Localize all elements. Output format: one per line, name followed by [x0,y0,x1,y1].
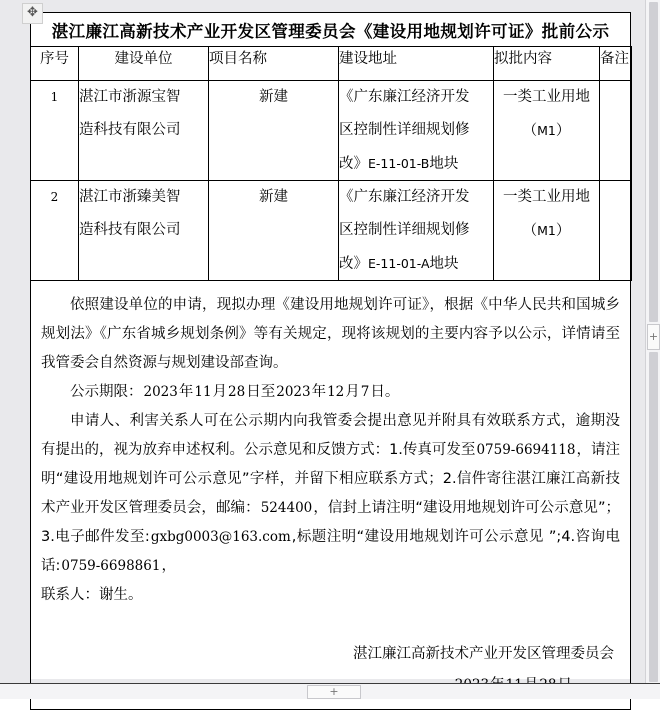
vertical-scrollbar-thumb[interactable]: + [647,324,660,350]
cell-construction-unit: 湛江市浙源宝智 造科技有限公司 [79,81,209,181]
land-use-code: M1 [537,223,556,238]
cell-construction-address: 《广东廉江经济开发 区控制性详细规划修 改》E-11-01-A地块 [339,181,494,281]
cell-remark [600,81,632,181]
address-plot-code-line: 改》E-11-01-B地块 [339,156,459,172]
plot-code: E-11-01-B [368,156,430,171]
issuing-authority-signature: 湛江廉江高新技术产业开发区管理委员会 [353,646,614,662]
publicity-period-label: 公示期限： [70,384,143,400]
column-header-content: 拟批内容 [494,47,600,81]
cell-project-name: 新建 [209,81,339,181]
column-header-no: 序号 [31,47,79,81]
horizontal-scrollbar-thumb[interactable]: + [307,685,361,699]
period-start-day: 28 [228,384,246,400]
email-address: gxbg0003@163.com [150,529,291,545]
document-content [31,12,630,710]
period-end-day: 7 [360,384,370,400]
page-title: 湛江廉江高新技术产业开发区管理委员会《建设用地规划许可证》批前公示 [51,21,610,41]
plot-code: E-11-01-A [368,256,430,271]
cell-construction-unit: 湛江市浙臻美智 造科技有限公司 [79,181,209,281]
column-header-remark: 备注 [600,47,632,81]
cell-project-name: 新建 [209,181,339,281]
left-margin-gutter [0,0,30,699]
column-header-address: 建设地址 [339,47,494,81]
period-end-month: 12 [327,384,345,400]
document-title-container [30,12,631,46]
notice-body-block [30,281,631,710]
cell-approval-content: 一类工业用地 （M1） [494,81,600,181]
table-row [31,81,632,181]
address-plot-code-line: 改》E-11-01-A地块 [339,256,459,272]
consultation-phone: 0759-6698861 [61,558,161,574]
paragraph-publicity-period: 公示期限：2023年11月28日至2023年12月7日。 [70,384,400,400]
vertical-scrollbar-track-upper[interactable] [649,2,658,322]
notice-table [30,46,632,281]
cell-row-number: 2 [31,181,79,281]
period-start-year: 2023 [143,384,178,400]
cell-construction-address: 《广东廉江经济开发 区控制性详细规划修 改》E-11-01-B地块 [339,81,494,181]
land-use-code-line: （M1） [522,223,571,239]
table-header-row [31,47,632,81]
period-end-year: 2023 [276,384,311,400]
fax-number: 0759-6694118 [476,442,576,458]
land-use-code: M1 [537,123,556,138]
cell-row-number: 1 [31,81,79,181]
period-start-month: 11 [194,384,212,400]
vertical-scrollbar[interactable] [645,0,660,686]
column-header-unit: 建设单位 [79,47,209,81]
cell-approval-content: 一类工业用地 （M1） [494,181,600,281]
paragraph-feedback-channels: 申请人、利害关系人可在公示期内向我管委会提出意见并附具有效联系方式，逾期没有提出的，视为放弃申述权利。公示意见和反馈方式：1.传真可发至0759-6694118，请注明“建设用地规划许可公示意见”字样，并留下相应联系方式；2.信件寄往湛江廉江高新技术产业开发区管理委员会，邮编：524400，信封上请注明“建设用地规划许可公示意见”；3.电子邮件发至:gxbg0003@163.com,标题注明“建设用地规划许可公示意见 ”;4.咨询电话:0759-6698861， [41,413,620,574]
table-move-handle-icon[interactable]: ✥ [22,3,43,24]
column-header-project: 项目名称 [209,47,339,81]
horizontal-scrollbar[interactable] [0,683,660,699]
land-use-code-line: （M1） [522,123,571,139]
paragraph-application-basis: 依照建设单位的申请，现拟办理《建设用地规划许可证》，根据《中华人民共和国城乡规划法》《广东省城乡规划条例》等有关规定，现将该规划的主要内容予以公示，详情请至我管委会自然资源与规划建设部查询。 [41,297,620,371]
paragraph-contact-person: 联系人：谢生。 [41,587,143,603]
postal-code: 524400 [260,500,313,516]
vertical-scrollbar-track-lower[interactable] [649,352,658,682]
table-row [31,181,632,281]
body-spacer [41,610,620,639]
cell-remark [600,181,632,281]
